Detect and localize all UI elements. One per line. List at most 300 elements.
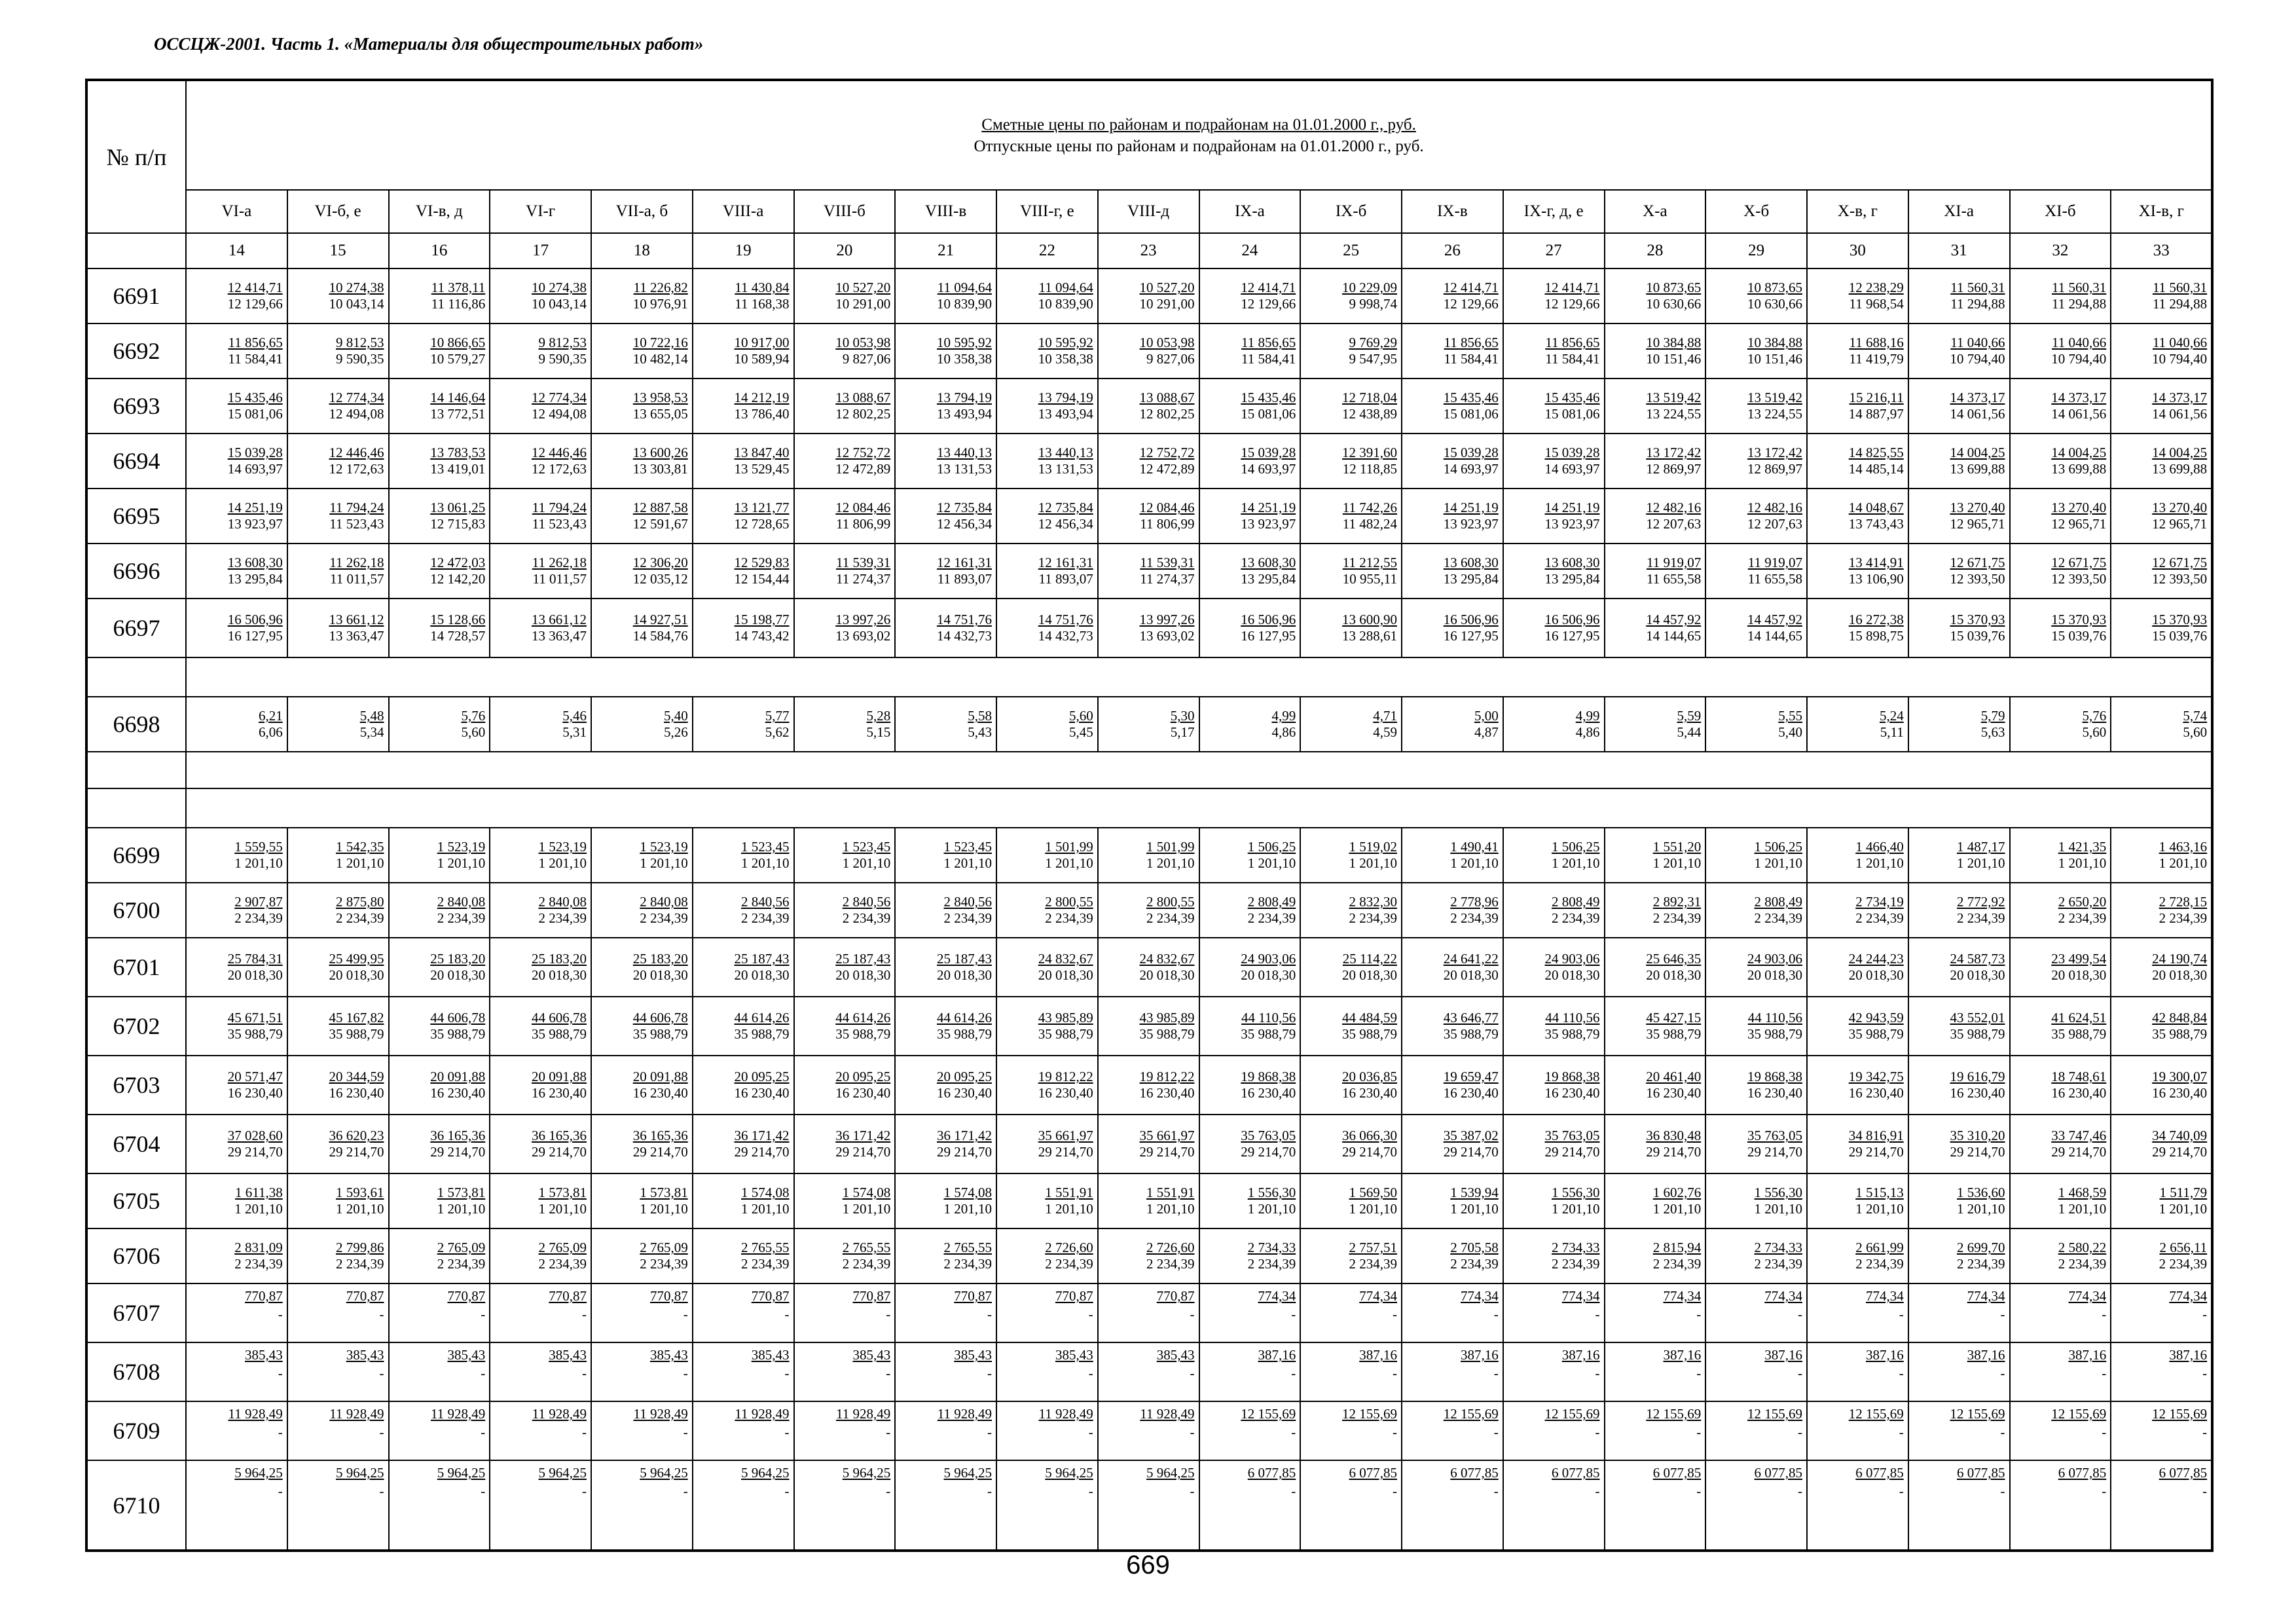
release-price: 29 214,70 [835,1144,891,1160]
price-cell [287,997,389,1056]
price-cell [996,378,1098,434]
price-cell [1098,1460,1199,1551]
price-cell [1503,489,1605,544]
release-price: 9 590,35 [538,351,587,367]
release-price: 20 018,30 [1443,967,1499,983]
estimated-price: 12 752,72 [1139,445,1195,460]
release-price: 12 129,66 [227,296,283,312]
price-cell [1199,697,1301,752]
region-header: VIII-д [1098,190,1199,233]
estimated-price: 20 344,59 [329,1069,384,1084]
price-cell [1605,1228,1706,1283]
estimated-price: 6 077,85 [2159,1465,2208,1481]
release-price: 13 131,53 [1038,461,1093,477]
release-price: 2 234,39 [1652,1256,1702,1272]
release-price: 13 131,53 [937,461,992,477]
estimated-price: 14 373,17 [1950,390,2005,405]
price-cell [1705,1056,1807,1115]
estimated-price: 13 608,30 [1241,555,1296,570]
price-cell [1402,1342,1503,1401]
price-cell [389,544,490,599]
release-price: 13 224,55 [1747,406,1802,422]
release-price: 1 201,10 [640,1201,688,1217]
price-cell [186,544,287,599]
price-cell [2111,378,2212,434]
release-price: 1 201,10 [943,1201,992,1217]
estimated-price: 14 048,67 [1848,500,1904,515]
release-price: 20 018,30 [430,967,486,983]
price-cell [1807,268,1908,323]
estimated-price: 12 414,71 [1443,280,1499,295]
price-cell [490,997,591,1056]
estimated-price: 13 061,25 [430,500,486,515]
release-price: 11 011,57 [330,571,384,587]
price-cell [186,599,287,657]
estimated-price: 1 501,99 [1045,839,1093,855]
estimated-price: 385,43 [245,1347,283,1363]
column-number: 17 [490,233,591,268]
price-cell [1199,1283,1301,1342]
release-price: 14 144,65 [1747,628,1802,644]
price-cell [1503,323,1605,378]
release-price: - [1088,1306,1093,1322]
release-price: 29 214,70 [632,1144,688,1160]
price-cell [287,544,389,599]
price-cell [389,1342,490,1401]
price-cell [794,599,896,657]
release-price: 35 988,79 [734,1026,790,1042]
release-price: 20 018,30 [734,967,790,983]
release-price: 35 988,79 [835,1026,891,1042]
price-cell [1605,268,1706,323]
price-cell [1503,1115,1605,1173]
price-cell [1503,268,1605,323]
column-number: 33 [2111,233,2212,268]
release-price: 35 988,79 [2152,1026,2208,1042]
estimated-price: 1 463,16 [2159,839,2208,855]
estimated-price: 41 624,51 [2051,1010,2107,1025]
release-price: 1 201,10 [741,855,790,871]
release-price: 16 230,40 [734,1085,790,1101]
estimated-price: 19 812,22 [1038,1069,1093,1084]
estimated-price: 44 614,26 [734,1010,790,1025]
price-cell [2111,938,2212,997]
column-number: 22 [996,233,1098,268]
release-price: 2 234,39 [943,1256,992,1272]
estimated-price: 24 244,23 [1848,951,1904,967]
estimated-price: 385,43 [751,1347,790,1363]
release-price: 1 201,10 [943,855,992,871]
price-cell [490,1460,591,1551]
price-cell [389,489,490,544]
price-cell [1098,434,1199,489]
price-cell [1402,544,1503,599]
release-price: 16 230,40 [1139,1085,1195,1101]
estimated-price: 2 840,08 [437,894,486,910]
estimated-price: 35 387,02 [1443,1128,1499,1143]
estimated-price: 10 053,98 [835,335,891,350]
release-price: 1 201,10 [234,855,283,871]
estimated-price: 1 593,61 [336,1185,384,1200]
release-price: 29 214,70 [1544,1144,1600,1160]
release-price: 1 201,10 [2058,1201,2107,1217]
release-price: 29 214,70 [1848,1144,1904,1160]
price-cell [794,489,896,544]
release-price: 12 802,25 [1139,406,1195,422]
release-price: 11 274,37 [836,571,891,587]
price-cell [693,378,794,434]
row-number: 6706 [86,1228,186,1283]
price-cell [1300,1342,1402,1401]
release-price: - [2102,1365,2107,1381]
price-cell [2010,828,2111,883]
release-price: 12 965,71 [2152,516,2208,532]
estimated-price: 24 587,73 [1950,951,2005,967]
price-cell [794,1173,896,1228]
price-cell [895,1283,996,1342]
price-cell [2010,997,2111,1056]
release-price: 1 201,10 [1450,855,1499,871]
release-price: 10 151,46 [1646,351,1702,367]
price-cell [1705,997,1807,1056]
price-cell [996,1283,1098,1342]
estimated-price: 2 799,86 [336,1240,384,1255]
price-cell [287,1283,389,1342]
price-cell [287,1342,389,1401]
estimated-price: 12 155,69 [1544,1406,1600,1422]
estimated-price: 15 039,28 [1241,445,1296,460]
release-price: 2 234,39 [2058,910,2107,926]
estimated-price: 44 606,78 [532,1010,587,1025]
table-row [86,997,2212,1056]
estimated-price: 10 229,09 [1342,280,1397,295]
price-cell [186,1056,287,1115]
price-cell [996,1115,1098,1173]
release-price: 13 295,84 [1443,571,1499,587]
estimated-price: 19 868,38 [1241,1069,1296,1084]
price-cell [1300,938,1402,997]
price-cell [1705,434,1807,489]
release-price: 13 772,51 [430,406,486,422]
release-price: 13 363,47 [329,628,384,644]
release-price: 20 018,30 [532,967,587,983]
release-price: 11 655,58 [1747,571,1802,587]
release-price: 11 274,37 [1140,571,1195,587]
price-cell [1908,828,2010,883]
price-cell [2010,378,2111,434]
release-price: 5,60 [2082,724,2107,740]
release-price: 12 207,63 [1646,516,1702,532]
price-cell [895,1173,996,1228]
release-price: 2 234,39 [1855,1256,1904,1272]
price-cell [389,1173,490,1228]
price-cell [186,434,287,489]
estimated-price: 770,87 [954,1288,992,1304]
release-price: 29 214,70 [1443,1144,1499,1160]
release-price: 16 230,40 [835,1085,891,1101]
estimated-price: 20 095,25 [835,1069,891,1084]
estimated-price: 45 427,15 [1646,1010,1702,1025]
price-cell [895,489,996,544]
release-price: - [278,1365,283,1381]
estimated-price: 5,00 [1474,708,1499,724]
estimated-price: 5,76 [2082,708,2107,724]
estimated-price: 9 812,53 [538,335,587,350]
price-cell [1908,938,2010,997]
price-cell [1705,378,1807,434]
estimated-price: 12 155,69 [1848,1406,1904,1422]
row-number: 6694 [86,434,186,489]
release-price: 29 214,70 [430,1144,486,1160]
estimated-price: 14 927,51 [632,612,688,627]
price-cell [693,1173,794,1228]
estimated-price: 14 212,19 [734,390,790,405]
release-price: 11 584,41 [228,351,283,367]
table-row [86,1056,2212,1115]
price-cell [1199,1342,1301,1401]
estimated-price: 11 378,11 [431,280,486,295]
estimated-price: 34 740,09 [2152,1128,2208,1143]
price-cell [1199,828,1301,883]
page-header: ОССЦЖ-2001. Часть 1. «Материалы для общестроительных работ» [154,34,704,54]
estimated-price: 12 735,84 [937,500,992,515]
price-cell [1503,997,1605,1056]
estimated-price: 13 440,13 [937,445,992,460]
estimated-price: 24 641,22 [1443,951,1499,967]
estimated-price: 5 964,25 [538,1465,587,1481]
price-cell [1199,938,1301,997]
region-header: VI-в, д [389,190,490,233]
release-price: 20 018,30 [227,967,283,983]
release-price: 1 201,10 [2058,855,2107,871]
release-price: 29 214,70 [1747,1144,1802,1160]
release-price: 1 201,10 [1855,1201,1904,1217]
release-price: 11 893,07 [1038,571,1093,587]
price-cell [1908,489,2010,544]
region-header: IX-г, д, е [1503,190,1605,233]
price-cell [591,378,693,434]
price-cell [287,489,389,544]
release-price: - [1291,1306,1296,1322]
estimated-price: 1 559,55 [234,839,283,855]
release-price: 35 988,79 [1443,1026,1499,1042]
price-cell [794,1460,896,1551]
release-price: 1 201,10 [1855,855,1904,871]
estimated-price: 2 840,56 [741,894,790,910]
estimated-price: 16 272,38 [1848,612,1904,627]
estimated-price: 12 446,46 [532,445,587,460]
table-row [86,268,2212,323]
price-cell [996,883,1098,938]
estimated-price: 20 095,25 [734,1069,790,1084]
release-price: - [1696,1365,1702,1381]
release-price: 12 172,63 [532,461,587,477]
estimated-price: 25 183,20 [430,951,486,967]
release-price: 2 234,39 [842,910,891,926]
estimated-price: 774,34 [2169,1288,2208,1304]
price-cell [1402,1460,1503,1551]
estimated-price: 2 808,49 [1552,894,1600,910]
price-cell [2010,434,2111,489]
release-price: 12 728,65 [734,516,790,532]
release-price: 2 234,39 [2159,910,2208,926]
release-price: - [2000,1306,2005,1322]
price-cell [1705,544,1807,599]
price-cell [2010,1401,2111,1460]
estimated-price: 6 077,85 [1855,1465,1904,1481]
estimated-price: 13 088,67 [1139,390,1195,405]
release-price: - [1088,1424,1093,1440]
estimated-price: 18 748,61 [2051,1069,2107,1084]
estimated-price: 12 155,69 [1950,1406,2005,1422]
estimated-price: 1 523,19 [437,839,486,855]
region-header: XI-б [2010,190,2111,233]
estimated-price: 774,34 [1663,1288,1702,1304]
estimated-price: 15 435,46 [1443,390,1499,405]
price-cell [1098,1228,1199,1283]
price-cell [2111,1115,2212,1173]
release-price: 16 230,40 [1544,1085,1600,1101]
price-cell [794,268,896,323]
price-cell [186,378,287,434]
price-cell [287,1228,389,1283]
price-cell [1605,1283,1706,1342]
release-price: 13 923,97 [1241,516,1296,532]
release-price: 20 018,30 [1038,967,1093,983]
estimated-price: 10 917,00 [734,335,790,350]
estimated-price: 5 964,25 [943,1465,992,1481]
estimated-price: 25 183,20 [632,951,688,967]
price-cell [1503,1342,1605,1401]
release-price: 15 039,76 [1950,628,2005,644]
price-cell [996,1173,1098,1228]
price-cell [186,697,287,752]
release-price: 10 955,11 [1342,571,1397,587]
estimated-price: 14 751,76 [937,612,992,627]
price-cell [591,938,693,997]
estimated-price: 4,99 [1271,708,1296,724]
estimated-price: 2 765,09 [640,1240,688,1255]
estimated-price: 13 414,91 [1848,555,1904,570]
price-cell [1503,1460,1605,1551]
table-row [86,434,2212,489]
price-cell [794,1283,896,1342]
release-price: 9 590,35 [336,351,384,367]
estimated-price: 11 928,49 [431,1406,486,1422]
blank-row-cell [186,657,2212,697]
price-cell [1098,378,1199,434]
estimated-price: 385,43 [852,1347,891,1363]
row-number: 6700 [86,883,186,938]
estimated-price: 13 794,19 [1038,390,1093,405]
column-number: 32 [2010,233,2111,268]
estimated-price: 13 519,42 [1747,390,1802,405]
price-cell [1705,268,1807,323]
price-cell [1908,997,2010,1056]
release-price: 13 923,97 [1443,516,1499,532]
estimated-price: 11 794,24 [532,500,587,515]
estimated-price: 11 560,31 [2052,280,2107,295]
price-cell [895,1228,996,1283]
estimated-price: 2 808,49 [1754,894,1802,910]
estimated-price: 36 165,36 [430,1128,486,1143]
price-cell [389,434,490,489]
estimated-price: 385,43 [549,1347,587,1363]
release-price: 13 295,84 [1241,571,1296,587]
price-cell [287,1401,389,1460]
release-price: 4,86 [1271,724,1296,740]
release-price: 11 893,07 [937,571,992,587]
price-cell [1098,489,1199,544]
price-cell [1402,1056,1503,1115]
release-price: 1 201,10 [234,1201,283,1217]
release-price: 29 214,70 [734,1144,790,1160]
estimated-price: 387,16 [1866,1347,1904,1363]
price-cell [1807,489,1908,544]
price-cell [1300,1115,1402,1173]
price-cell [693,1056,794,1115]
price-cell [794,997,896,1056]
release-price: 29 214,70 [227,1144,283,1160]
price-cell [186,1460,287,1551]
price-cell [2111,489,2212,544]
price-cell [1300,1228,1402,1283]
estimated-price: 12 155,69 [1342,1406,1397,1422]
region-header: VIII-в [895,190,996,233]
table-row [86,828,2212,883]
price-cell [1402,938,1503,997]
price-cell [591,1460,693,1551]
estimated-price: 387,16 [1663,1347,1702,1363]
column-number: 24 [1199,233,1301,268]
price-cell [1503,828,1605,883]
release-price: 12 129,66 [1443,296,1499,312]
estimated-price: 42 848,84 [2152,1010,2208,1025]
release-price: 5,31 [562,724,587,740]
estimated-price: 770,87 [346,1288,384,1304]
release-price: 12 154,44 [734,571,790,587]
release-price: 15 039,76 [2051,628,2107,644]
estimated-price: 11 040,66 [2052,335,2107,350]
price-cell [1605,883,1706,938]
price-cell [287,938,389,997]
estimated-price: 770,87 [549,1288,587,1304]
column-number-row [86,233,2212,268]
estimated-price: 15 435,46 [227,390,283,405]
price-cell [591,1342,693,1401]
price-cell [1098,1173,1199,1228]
estimated-price: 44 614,26 [835,1010,891,1025]
price-cell [389,1115,490,1173]
estimated-price: 1 574,08 [943,1185,992,1200]
price-cell [389,1228,490,1283]
estimated-price: 2 875,80 [336,894,384,910]
estimated-price: 15 198,77 [734,612,790,627]
price-cell [1503,1173,1605,1228]
estimated-price: 1 556,30 [1754,1185,1802,1200]
release-price: - [1899,1306,1904,1322]
estimated-price: 14 457,92 [1747,612,1802,627]
price-cell [2111,599,2212,657]
release-price: 35 988,79 [1342,1026,1397,1042]
price-cell [490,434,591,489]
price-cell [1908,323,2010,378]
estimated-price: 15 370,93 [2152,612,2208,627]
price-cell [2010,323,2111,378]
price-cell [591,1173,693,1228]
price-cell [794,883,896,938]
release-price: - [1798,1483,1802,1499]
